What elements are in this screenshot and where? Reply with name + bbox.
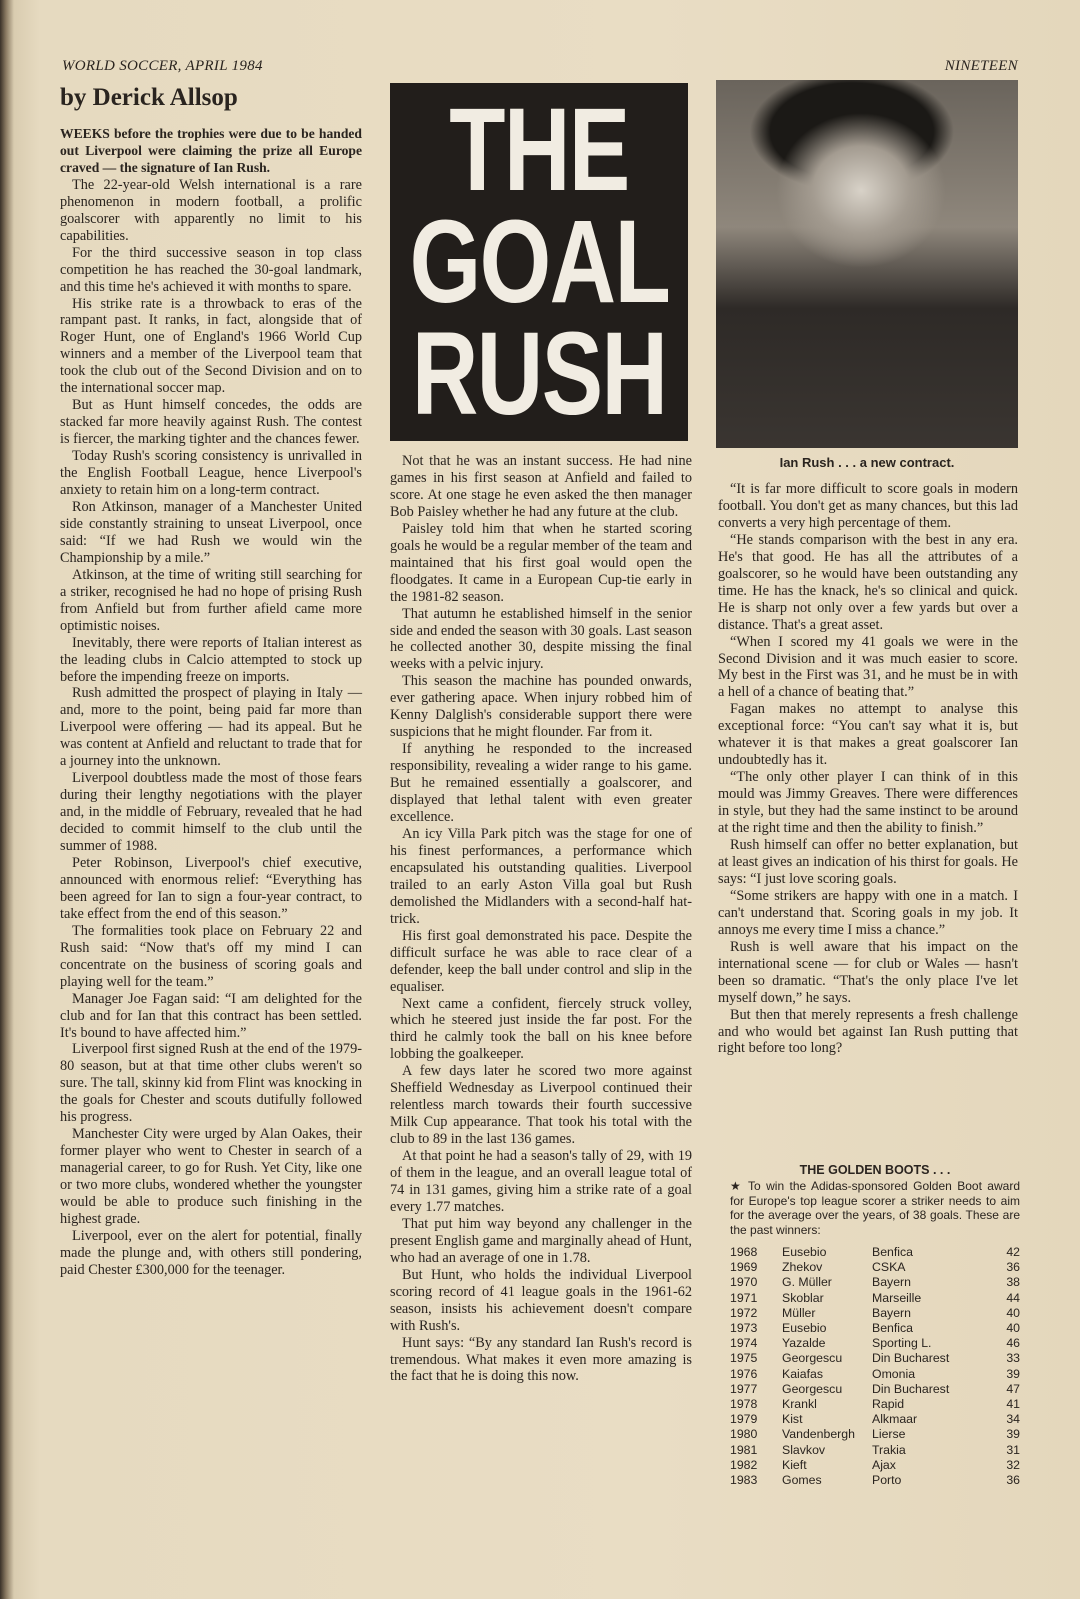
byline: by Derick Allsop (60, 84, 238, 111)
sidebar-intro: ★ To win the Adidas-sponsored Golden Boot award for Europe's top league scorer a striker needs to aim for the average over the years, of 38 goals. These are the past winners: (730, 1179, 1020, 1237)
winner-player: Georgescu (782, 1351, 843, 1366)
winner-year: 1975 (730, 1351, 758, 1366)
article-paragraph: That put him way beyond any challenger in the present English game and marginally ahead of Hunt, who had an average of one in 1.78. (390, 1215, 692, 1266)
article-paragraph: Today Rush's scoring consistency is unrivalled in the English Football League, hence Liverpool's anxiety to retain him on a long-term contract. (60, 448, 362, 499)
winner-player: Skoblar (782, 1290, 824, 1305)
article-paragraph: Atkinson, at the time of writing still searching for a striker, recognised he had no hope of prising Rush from Anfield but from further afield came more optimistic noises. (60, 566, 362, 634)
winner-player: Krankl (782, 1397, 817, 1412)
winner-goals: 41 (1006, 1397, 1020, 1412)
article-paragraph: Inevitably, there were reports of Italian interest as the leading clubs in Calcio attempted to stock up before the impending freeze on imports. (60, 634, 362, 685)
winner-club: Din Bucharest (872, 1381, 950, 1396)
article-paragraph: Not that he was an instant success. He had nine games in his first season at Anfield and failed to score. At one stage he even asked the then manager Bob Paisley whether he had any future at the club. (390, 453, 692, 520)
winner-player: Slavkov (782, 1442, 826, 1457)
article-paragraph: Manchester City were urged by Alan Oakes, their former player who went to Chester in search of a managerial career, to go for Rush. Yet City, like one or two more clubs, wondered whether the youngster would be able to produce such finishing in the highest grade. (60, 1126, 362, 1227)
winner-goals: 40 (1006, 1305, 1020, 1320)
winner-club: Sporting L. (872, 1336, 932, 1351)
article-paragraph: Liverpool doubtless made the most of those fears during their lengthy negotiations with the player and, in the middle of February, revealed that he had decided to commit himself to the club until the summer of 1988. (60, 770, 362, 855)
article-paragraph: But then that merely represents a fresh challenge and who would bet against Ian Rush putting that right before too long? (718, 1006, 1018, 1057)
article-paragraph: A few days later he scored two more against Sheffield Wednesday as Liverpool continued their relentless march towards their fourth successive Milk Cup appearance. That took his total with the club to 89 in the last 136 games. (390, 1063, 692, 1148)
winner-club: Porto (872, 1473, 902, 1488)
winner-year: 1981 (730, 1442, 758, 1457)
winner-goals: 42 (1006, 1245, 1020, 1259)
winner-club: Bayern (872, 1305, 911, 1320)
photo-caption: Ian Rush . . . a new contract. (779, 455, 955, 470)
winner-club: Marseille (872, 1290, 922, 1305)
winner-goals: 34 (1006, 1412, 1020, 1427)
winner-year: 1973 (730, 1321, 758, 1336)
article-paragraph: Rush is well aware that his impact on the international scene — for club or Wales — hasn't been so dramatic. “That's the only place I've let myself down,” he says. (718, 938, 1018, 1006)
winner-goals: 33 (1006, 1351, 1020, 1366)
winner-goals: 47 (1006, 1381, 1020, 1396)
winner-year: 1982 (730, 1457, 758, 1472)
article-paragraph: “Some strikers are happy with one in a match. I can't understand that. Scoring goals in my job. It annoys me every time I miss a chance.” (718, 887, 1018, 938)
winner-goals: 39 (1006, 1366, 1020, 1381)
winner-player: Gomes (782, 1473, 822, 1488)
article-paragraph: But as Hunt himself concedes, the odds are stacked far more heavily against Rush. The contest is fiercer, the marking tighter and the chances fewer. (60, 397, 362, 448)
winner-player: Zhekov (782, 1260, 823, 1275)
winner-player: G. Müller (782, 1275, 832, 1290)
winner-year: 1980 (730, 1427, 758, 1442)
article-paragraph: Manager Joe Fagan said: “I am delighted for the club and for Ian that this contract has been settled. It's bound to have affected him.” (60, 990, 362, 1041)
winner-goals: 38 (1006, 1275, 1020, 1290)
article-column-right (718, 481, 1018, 1057)
table-row (730, 1443, 1020, 1458)
article-paragraph: Hunt says: “By any standard Ian Rush's record is tremendous. What makes it even more amazing is the fact that he is doing this now. (390, 1334, 692, 1385)
winner-player: Kist (782, 1412, 803, 1427)
article-paragraph: The 22-year-old Welsh international is a rare phenomenon in modern football, a prolific goalscorer with apparently no limit to his capabilities. (60, 176, 362, 244)
article-paragraph: His first goal demonstrated his pace. Despite the difficult surface he was able to race clear of a defender, keep the ball under control and slip in the equaliser. (390, 927, 692, 995)
table-row (730, 1306, 1020, 1321)
winner-goals: 40 (1006, 1321, 1020, 1336)
winner-player: Kaiafas (782, 1366, 824, 1381)
winner-year: 1974 (730, 1336, 758, 1351)
golden-boots-sidebar (730, 1163, 1020, 1488)
article-column-middle (390, 453, 692, 1385)
table-row (730, 1321, 1020, 1336)
headline-word: THE (449, 84, 629, 216)
article-paragraph: Next came a confident, fiercely struck volley, which he steered just inside the far post. For the third he calmly took the ball on his knee before lobbing the goalkeeper. (390, 995, 692, 1063)
winner-year: 1970 (730, 1275, 758, 1290)
winner-year: 1971 (730, 1290, 758, 1305)
page-number: NINETEEN (944, 58, 1018, 74)
article-paragraph: Peter Robinson, Liverpool's chief executive, announced with enormous relief: “Everything has been agreed for Ian to sign a four-year contract, to take effect from the end of this season.” (60, 854, 362, 922)
winner-club: Rapid (872, 1397, 905, 1412)
table-row (730, 1367, 1020, 1382)
winner-club: Ajax (872, 1457, 896, 1472)
winner-goals: 39 (1006, 1427, 1020, 1442)
winner-club: Benfica (872, 1321, 914, 1336)
article-paragraph: His strike rate is a throwback to eras of the rampant past. It ranks, in fact, alongside that of Roger Hunt, one of England's 1966 World Cup winners and a member of the Liverpool team that took the club out of the Second Division and on to the international soccer map. (60, 295, 362, 397)
winner-player: Yazalde (782, 1336, 826, 1351)
article-paragraph: If anything he responded to the increased responsibility, revealing a wider range to his game. But he remained essentially a goalscorer, and displayed that lethal talent with even greater excellence. (390, 741, 692, 826)
winner-player: Georgescu (782, 1381, 843, 1396)
table-row (730, 1291, 1020, 1306)
winner-club: CSKA (872, 1260, 906, 1275)
winners-table (730, 1245, 1020, 1488)
article-paragraph: The formalities took place on February 22 and Rush said: “Now that's off my mind I can concentrate on the business of scoring goals and playing well for the team.” (60, 922, 362, 990)
winner-year: 1968 (730, 1245, 758, 1259)
table-row (730, 1397, 1020, 1412)
winner-year: 1978 (730, 1397, 758, 1412)
table-row (730, 1260, 1020, 1275)
article-paragraph: “The only other player I can think of in this mould was Jimmy Greaves. There were differences in style, but they had the same instinct to be around at the right time and then the ability to finish.” (718, 769, 1018, 837)
article-paragraph: An icy Villa Park pitch was the stage for one of his finest performances, a performance which encapsulated his outstanding qualities. Liverpool trailed to an early Aston Villa goal but Rush demolished the Midlanders with a second-half hat-trick. (390, 825, 692, 927)
winner-year: 1976 (730, 1366, 758, 1381)
winner-player: Müller (782, 1305, 816, 1320)
winner-player: Vandenbergh (782, 1427, 855, 1442)
winner-club: Lierse (872, 1427, 906, 1442)
article-paragraph: This season the machine has pounded onwards, ever gathering apace. When injury robbed him of Kenny Dalglish's considerable support there were suspicions that he might flounder. Far from it. (390, 673, 692, 741)
table-row (730, 1473, 1020, 1488)
winner-year: 1972 (730, 1305, 758, 1320)
table-row (730, 1382, 1020, 1397)
article-column-left (60, 126, 362, 1279)
winner-club: Bayern (872, 1275, 911, 1290)
article-paragraph: But Hunt, who holds the individual Liverpool scoring record of 41 league goals in the 1961-62 season, insists his achievement doesn't compare with Rush's. (390, 1266, 692, 1334)
article-paragraph: “When I scored my 41 goals we were in the Second Division and it was much easier to score. My best in the First was 31, and he must be in with a hell of a chance of beating that.” (718, 633, 1018, 701)
winner-year: 1977 (730, 1381, 758, 1396)
table-row (730, 1412, 1020, 1427)
table-row (730, 1275, 1020, 1290)
table-row (730, 1245, 1020, 1260)
winner-club: Benfica (872, 1245, 914, 1259)
table-row (730, 1427, 1020, 1442)
article-paragraph: At that point he had a season's tally of 29, with 19 of them in the league, and an overall league total of 74 in 131 games, giving him a strike rate of a goal every 1.77 matches. (390, 1148, 692, 1215)
winner-goals: 31 (1006, 1442, 1020, 1457)
article-paragraph: Rush himself can offer no better explanation, but at least gives an indication of his thirst for goals. He says: “I just love scoring goals. (718, 837, 1018, 887)
winner-goals: 36 (1006, 1260, 1020, 1275)
article-paragraph: Rush admitted the prospect of playing in Italy — and, more to the point, being paid far more than Liverpool were offering — had its appeal. But he was content at Anfield and reluctant to trade that for a journey into the unknown. (60, 685, 362, 770)
winner-year: 1983 (730, 1473, 758, 1488)
winner-goals: 44 (1006, 1290, 1020, 1305)
article-paragraph: That autumn he established himself in the senior side and ended the season with 30 goals. Last season he collected another 30, despite missing the final weeks with a pelvic injury. (390, 605, 692, 673)
table-row (730, 1351, 1020, 1366)
winner-club: Omonia (872, 1366, 916, 1381)
article-paragraph: “He stands comparison with the best in any era. He's that good. He has all the attributes of a goalscorer, so he would have been outstanding any time. He has the knack, he's so clinical and quick. He is sharp not only over a few yards but over a distance. That's a great asset. (718, 531, 1018, 633)
article-paragraph: WEEKS before the trophies were due to be handed out Liverpool were claiming the prize all Europe craved — the signature of Ian Rush. (60, 126, 362, 175)
magazine-issue-header: WORLD SOCCER, APRIL 1984 (62, 58, 263, 74)
winner-goals: 32 (1006, 1457, 1020, 1472)
table-row (730, 1458, 1020, 1473)
winner-year: 1979 (730, 1412, 758, 1427)
winner-club: Trakia (872, 1442, 906, 1457)
winner-year: 1969 (730, 1260, 758, 1275)
article-paragraph: Ron Atkinson, manager of a Manchester United side constantly straining to unseat Liverpool, once said: “If we had Rush we would win the Championship by a mile.” (60, 498, 362, 566)
winner-club: Alkmaar (872, 1412, 918, 1427)
table-row (730, 1336, 1020, 1351)
winner-player: Eusebio (782, 1321, 827, 1336)
article-paragraph: “It is far more difficult to score goals in modern football. You don't get as many chances, but this lad converts a very high percentage of them. (718, 481, 1018, 531)
winner-player: Eusebio (782, 1245, 827, 1259)
player-photo (716, 80, 1018, 448)
article-paragraph: Paisley told him that when he started scoring goals he would be a regular member of the team and maintained that his first goal would open the floodgates. It came in a European Cup-tie early in the 1981-82 season. (390, 520, 692, 605)
article-paragraph: For the third successive season in top class competition he has reached the 30-goal landmark, and this time he's achieved it with months to spare. (60, 244, 362, 295)
winner-club: Din Bucharest (872, 1351, 950, 1366)
winner-player: Kieft (782, 1457, 807, 1472)
article-paragraph: Liverpool first signed Rush at the end of the 1979-80 season, but at that time other clubs weren't so sure. The tall, skinny kid from Flint was knocking in the goals for Chester and scouts dutifully followed his progress. (60, 1041, 362, 1126)
winner-goals: 46 (1006, 1336, 1020, 1351)
headline-box (390, 83, 688, 441)
winner-goals: 36 (1006, 1473, 1020, 1488)
sidebar-title: THE GOLDEN BOOTS . . . (799, 1163, 951, 1177)
article-paragraph: Fagan makes no attempt to analyse this exceptional force: “You can't say what it is, but whatever it is that makes a great goalscorer Ian undoubtedly has it. (718, 701, 1018, 769)
headline-word: RUSH (411, 308, 667, 440)
headline-word: GOAL (409, 196, 669, 328)
article-paragraph: Liverpool, ever on the alert for potential, finally made the plunge and, with others still pondering, paid Chester £300,000 for the teenager. (60, 1227, 362, 1278)
